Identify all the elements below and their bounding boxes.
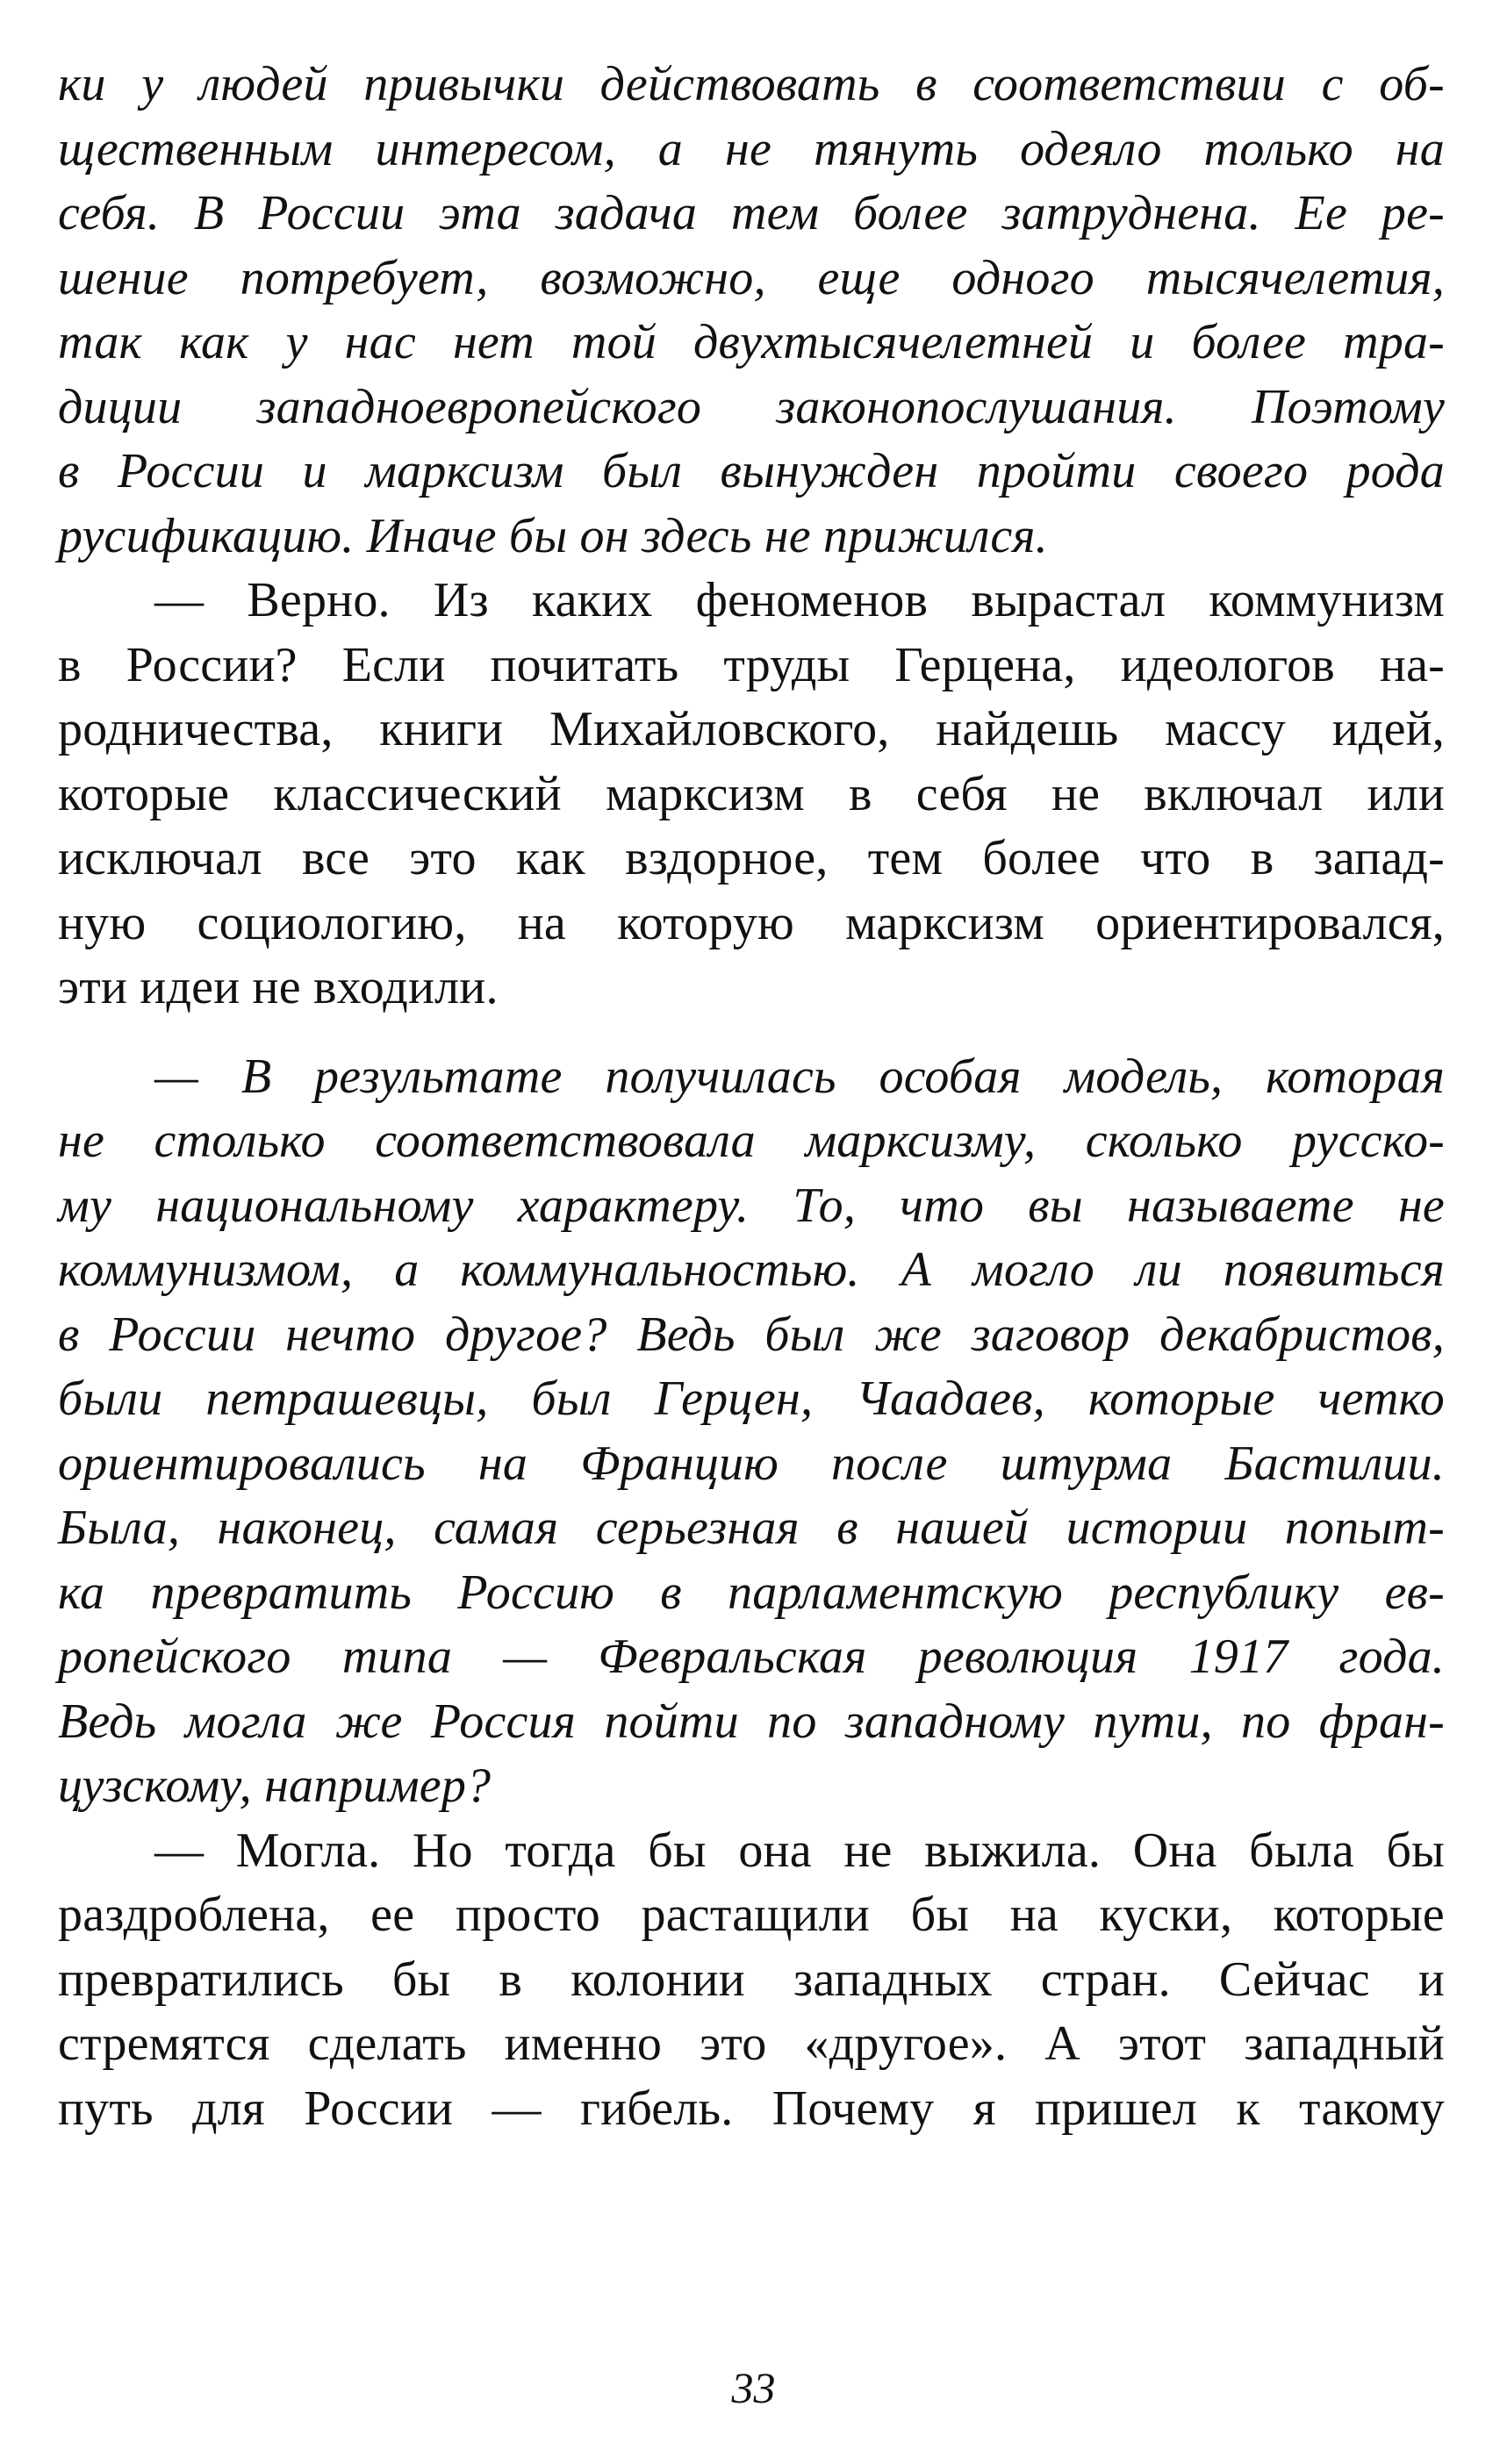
text-line: шение потребует, возможно, еще одного тысячелетия,	[58, 250, 1445, 305]
text-line: ки у людей привычки действовать в соответствии с об-	[58, 57, 1445, 111]
text-line: превратились бы в колонии западных стран. Сейчас и	[58, 1952, 1445, 2007]
paragraph-2	[58, 569, 1445, 1021]
text-line: путь для России — гибель. Почему я пришел к такому	[58, 2081, 1445, 2136]
text-line: щественным интересом, а не тянуть одеяло только на	[58, 121, 1445, 176]
text-line: так как у нас нет той двухтысячелетней и более тра-	[58, 315, 1445, 369]
text-line: стремятся сделать именно это «другое». А этот западный	[58, 2016, 1445, 2071]
paragraph-4	[58, 1819, 1445, 2142]
text-line: в России нечто другое? Ведь был же заговор декабристов,	[58, 1307, 1445, 1362]
text-line: — Могла. Но тогда бы она не выжила. Она была бы	[154, 1823, 1445, 1878]
text-line: русификацию. Иначе бы он здесь не прижился.	[58, 508, 1048, 563]
text-line: раздроблена, ее просто растащили бы на куски, которые	[58, 1887, 1445, 1942]
text-line: ка превратить Россию в парламентскую республику ев-	[58, 1565, 1445, 1620]
paragraph-spacer	[58, 1021, 1445, 1045]
text-line: эти идеи не входили.	[58, 960, 499, 1014]
text-line: исключал все это как вздорное, тем более что в запад-	[58, 831, 1445, 885]
page-number: 33	[731, 2363, 776, 2412]
text-line: ную социологию, на которую марксизм ориентировался,	[58, 895, 1445, 950]
text-line: — В результате получилась особая модель, которая	[154, 1049, 1445, 1104]
text-line: Ведь могла же Россия пойти по западному пути, по фран-	[58, 1694, 1445, 1749]
text-line: которые классический марксизм в себя не включал или	[58, 766, 1445, 821]
text-line: коммунизмом, а коммунальностью. А могло ли появиться	[58, 1243, 1445, 1297]
text-line: в России? Если почитать труды Герцена, идеологов на-	[58, 637, 1445, 692]
text-line: в России и марксизм был вынужден пройти своего рода	[58, 444, 1445, 498]
text-line: цузскому, например?	[58, 1758, 492, 1813]
text-line: — Верно. Из каких феноменов вырастал коммунизм	[154, 573, 1445, 627]
text-line: Была, наконец, самая серьезная в нашей истории попыт-	[58, 1501, 1445, 1555]
text-line: себя. В России эта задача тем более затруднена. Ее ре-	[58, 186, 1445, 240]
paragraph-3	[58, 1045, 1445, 1819]
paragraph-1	[58, 53, 1445, 569]
text-line: родничества, книги Михайловского, найдешь массу идей,	[58, 702, 1445, 756]
page-body	[58, 53, 1445, 2141]
text-line: ориентировались на Францию после штурма Бастилии.	[58, 1436, 1445, 1491]
text-line: не столько соответствовала марксизму, сколько русско-	[58, 1114, 1445, 1168]
text-line: му национальному характеру. То, что вы называете не	[58, 1178, 1445, 1233]
text-line: ропейского типа — Февральская революция 1917 года.	[58, 1630, 1445, 1684]
text-line: диции западноевропейского законопослушания. Поэтому	[58, 379, 1445, 434]
text-line: были петрашевцы, был Герцен, Чаадаев, которые четко	[58, 1372, 1445, 1426]
